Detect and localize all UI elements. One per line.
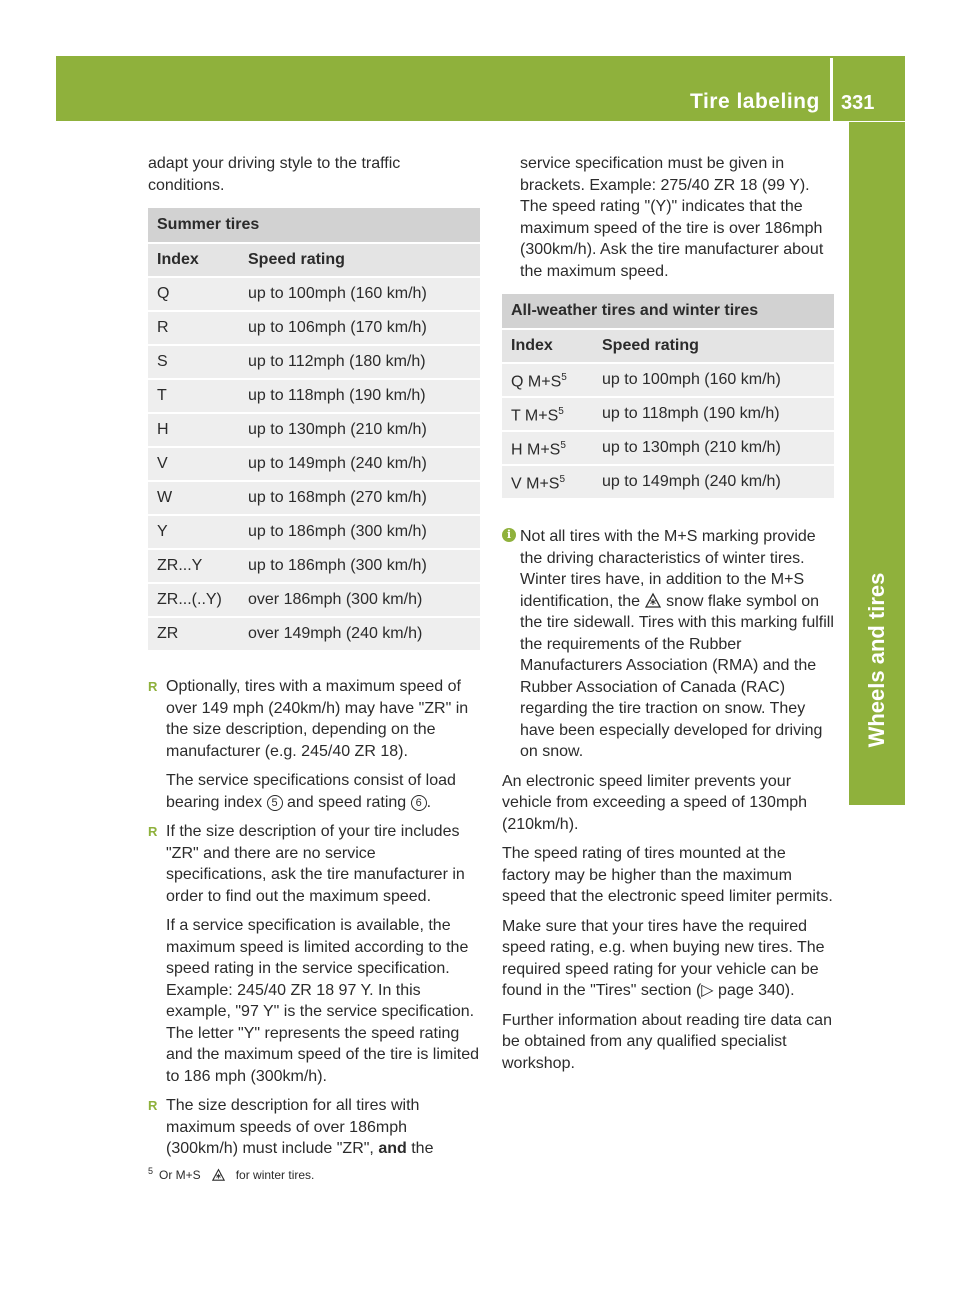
column-header-speed: Speed rating [239, 243, 480, 277]
table-row [502, 465, 834, 499]
bullet-subtext-part: and speed rating [286, 793, 407, 811]
index-text: T M+S [511, 407, 559, 425]
bullet-text-part: the [411, 1140, 434, 1157]
bullet-item [148, 821, 480, 1087]
table-row [148, 447, 480, 481]
index-cell [502, 363, 593, 397]
bullet-text [166, 1095, 480, 1160]
index-cell: Q [148, 277, 239, 311]
bullet-text-bold: and [378, 1140, 407, 1157]
speed-cell: up to 168mph (270 km/h) [239, 481, 480, 515]
section-tab-label: Wheels and tires [864, 572, 889, 748]
speed-cell: up to 112mph (180 km/h) [239, 345, 480, 379]
speed-cell: up to 118mph (190 km/h) [593, 397, 834, 431]
table-row [148, 379, 480, 413]
circled-number-5: 5 [267, 795, 283, 811]
footnote-text-part: for winter tires. [235, 1168, 315, 1182]
table-row [148, 583, 480, 617]
speed-cell: up to 149mph (240 km/h) [593, 465, 834, 499]
speed-cell: up to 130mph (210 km/h) [593, 431, 834, 465]
speed-cell: up to 186mph (300 km/h) [239, 549, 480, 583]
speed-cell: up to 106mph (170 km/h) [239, 311, 480, 345]
speed-cell: up to 186mph (300 km/h) [239, 515, 480, 549]
footnote-text-part: Or M+S [159, 1168, 201, 1182]
bullet-icon: R [148, 824, 158, 839]
paragraph: Further information about reading tire data can be obtained from any qualified specialist workshop. [502, 1011, 832, 1072]
index-cell: ZR...Y [148, 549, 239, 583]
index-cell: Y [148, 515, 239, 549]
bullet-text: If the size description of your tire includes "ZR" and there are no service specifications, ask the tire manufacturer in order to find out the maximum speed. [166, 823, 465, 905]
left-column [148, 153, 480, 1168]
footnote-ref: 5 [558, 406, 564, 418]
column-header-index: Index [148, 243, 239, 277]
page-title: Tire labeling [690, 90, 820, 113]
index-cell: W [148, 481, 239, 515]
footnote-ref: 5 [560, 440, 566, 452]
right-column [502, 153, 834, 1082]
table-row [148, 617, 480, 651]
table-row [148, 549, 480, 583]
table-row [148, 345, 480, 379]
header-divider [830, 58, 833, 121]
bullet-icon: R [148, 1098, 158, 1113]
bullet-subtext: The service specifications consist of load bearing index 5 and speed rating 6 . [166, 772, 456, 811]
summer-tires-table [148, 208, 480, 652]
table-row [148, 515, 480, 549]
table-row [148, 481, 480, 515]
snowflake-mountain-icon [211, 1168, 226, 1181]
column-header-index: Index [502, 329, 593, 363]
footnote-ref: 5 [561, 372, 567, 384]
page-number: 331 [841, 92, 875, 114]
speed-cell: up to 149mph (240 km/h) [239, 447, 480, 481]
speed-cell: up to 100mph (160 km/h) [239, 277, 480, 311]
circled-number-6: 6 [411, 795, 427, 811]
index-cell: S [148, 345, 239, 379]
speed-cell: up to 130mph (210 km/h) [239, 413, 480, 447]
table-row [502, 397, 834, 431]
index-cell: ZR...(..Y) [148, 583, 239, 617]
table-row [502, 431, 834, 465]
allweather-tires-table [502, 294, 834, 500]
footnote-number: 5 [148, 1166, 154, 1176]
table-title: All-weather tires and winter tires [502, 294, 834, 329]
info-text-part: snow flake symbol on the tire sidewall. Tires with this marking fulfill the requirements of the Rubber Manufacturers Association (RMA) and the Rubber Association of Canada (RAC) regarding the tire traction on snow. They have been especially developed for driving on snow. [520, 592, 834, 760]
info-text-part: Not all tires with the M+S marking provide the driving characteristics of winter tires. Winter tires have, in addition to the M+S identification, the [520, 528, 816, 610]
index-cell: H [148, 413, 239, 447]
intro-text: adapt your driving style to the traffic conditions. [148, 155, 401, 194]
index-text: H M+S [511, 441, 561, 459]
index-cell: V [148, 447, 239, 481]
index-cell: R [148, 311, 239, 345]
table-title: Summer tires [148, 208, 480, 243]
bullet-text: Optionally, tires with a maximum speed of over 149 mph (240km/h) may have "ZR" in the size description, depending on the manufacturer (e.g. 245/40 ZR 18). [166, 678, 469, 760]
table-row [148, 413, 480, 447]
continued-text: service specification must be given in brackets. Example: 275/40 ZR 18 (99 Y). The speed rating "(Y)" indicates that the maximum speed of the tire is over 186mph (300km/h). Ask the tire manufacturer about the maximum speed. [520, 155, 824, 280]
table-row [148, 311, 480, 345]
info-icon: i [502, 528, 516, 542]
index-cell: ZR [148, 617, 239, 651]
footnote [148, 1166, 314, 1182]
paragraph: Make sure that your tires have the required speed rating, e.g. when buying new tires. The required speed rating for your vehicle can be found in the "Tires" section (▷ page 340). [502, 917, 825, 999]
snowflake-mountain-icon [644, 592, 662, 608]
bullet-item [148, 676, 480, 813]
speed-cell: up to 100mph (160 km/h) [593, 363, 834, 397]
bullet-subtext-part: The service specifications consist of load bearing index [166, 772, 456, 811]
index-cell [502, 397, 593, 431]
bullet-subtext: If a service specification is available, the maximum speed is limited according to the speed rating in the service specification. Example: 245/40 ZR 18 97 Y. In this example, "97 Y" is the service specification. The letter "Y" represents the speed rating and the maximum speed of the tire is limited to 186 mph (300km/h). [166, 917, 480, 1085]
bullet-text-part: The size description for all tires with maximum speeds of over 186mph (300km/h) must include "ZR", [166, 1097, 420, 1157]
index-cell [502, 431, 593, 465]
paragraph: The speed rating of tires mounted at the factory may be higher than the maximum speed that the electronic speed limiter permits. [502, 845, 833, 905]
index-cell [502, 465, 593, 499]
bullet-item [148, 1095, 480, 1160]
paragraph: An electronic speed limiter prevents your vehicle from exceeding a speed of 130mph (210km/h). [502, 772, 808, 833]
index-cell: T [148, 379, 239, 413]
speed-cell: over 149mph (240 km/h) [239, 617, 480, 651]
info-text [520, 526, 834, 763]
index-text: V M+S [511, 475, 560, 493]
column-header-speed: Speed rating [593, 329, 834, 363]
table-row [148, 277, 480, 311]
speed-cell: over 186mph (300 km/h) [239, 583, 480, 617]
bullet-icon: R [148, 679, 158, 694]
index-text: Q M+S [511, 373, 562, 391]
info-note [502, 526, 834, 763]
table-row [502, 363, 834, 397]
speed-cell: up to 118mph (190 km/h) [239, 379, 480, 413]
footnote-ref: 5 [559, 474, 566, 486]
